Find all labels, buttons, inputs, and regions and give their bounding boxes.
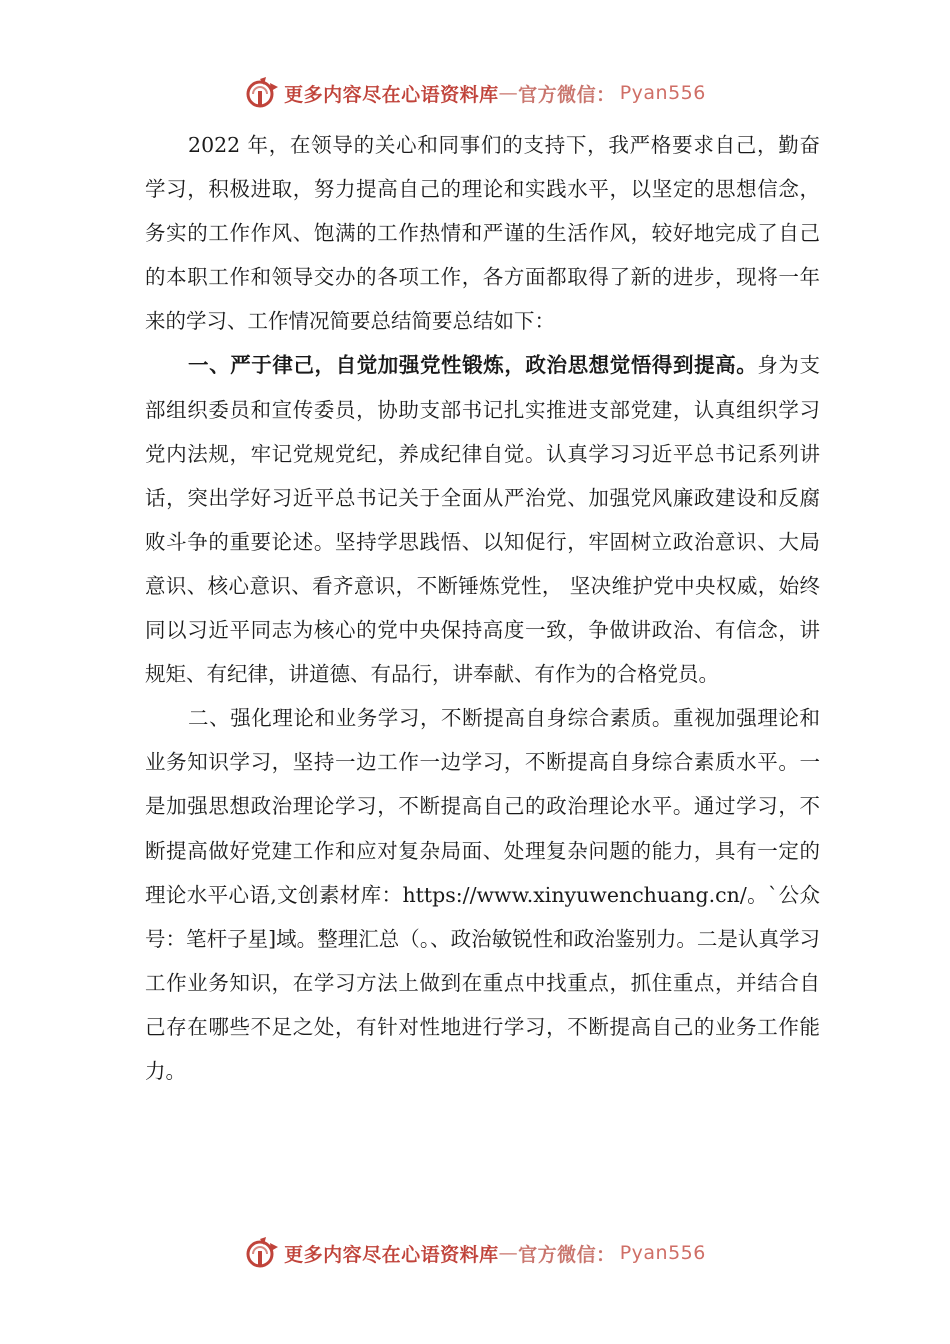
brand-logo-icon (244, 75, 280, 111)
watermark-wechat-id: Pyan556 (619, 1242, 706, 1264)
paragraph-text: 2022 年，在领导的关心和同事们的支持下，我严格要求自己，勤奋学习，积极进取，努力提高自己的理论和实践水平，以坚定的思想信念，务实的工作作风、饱满的工作热情和严谨的生活作风，较好地完成了自己的本职工作和领导交办的各项工作，各方面都取得了新的进步，现将一年来的学习、工作情况简要总结简要总结如下： (145, 133, 820, 334)
header-watermark (0, 73, 950, 113)
watermark-wechat-label: 官方微信： (518, 1243, 616, 1266)
paragraph-text: 身为支部组织委员和宣传委员，协助支部书记扎实推进支部党建，认真组织学习党内法规，牢记党规党纪，养成纪律自觉。认真学习习近平总书记系列讲话，突出学好习近平总书记关于全面从严治党、加强党风廉政建设和反腐败斗争的重要论述。坚持学思践悟、以知促行，牢固树立政治意识、大局意识、核心意识、看齐意识，不断锤炼党性， 坚决维护党中央权威，始终同以习近平同志为核心的党中央保持高度一致，争做讲政治、有信念，讲规矩、有纪律，讲道德、有品行，讲奉献、有作为的合格党员。 (145, 353, 821, 687)
paragraph-section-2 (145, 696, 820, 1093)
section-heading: 一、严于律己，自觉加强党性锻炼，政治思想觉悟得到提高。 (188, 353, 758, 378)
watermark-wechat-label: 官方微信： (518, 83, 616, 106)
paragraph-text: 二、强化理论和业务学习，不断提高自身综合素质。重视加强理论和业务知识学习，坚持一边工作一边学习，不断提高自身综合素质水平。一是加强思想政治理论学习，不断提高自己的政治理论水平。通过学习，不断提高做好党建工作和应对复杂局面、处理复杂问题的能力，具有一定的理论水平心语,文创素材库：https://www.xinyuwenchuang.cn/。`公众号：笔杆子星]域。整理汇总（。、政治敏锐性和政治鉴别力。二是认真学习工作业务知识，在学习方法上做到在重点中找重点，抓住重点，并结合自己存在哪些不足之处，有针对性地进行学习，不断提高自己的业务工作能力。 (145, 706, 820, 1083)
footer-watermark (0, 1233, 950, 1273)
watermark-separator: — (498, 82, 519, 104)
watermark-wechat-id: Pyan556 (619, 82, 706, 104)
watermark-brand: 更多内容尽在心语资料库 (284, 83, 499, 106)
paragraph-section-1 (145, 343, 820, 696)
watermark-separator: — (498, 1242, 519, 1264)
document-body (145, 123, 820, 1093)
watermark-brand: 更多内容尽在心语资料库 (284, 1243, 499, 1266)
brand-logo-icon (244, 1235, 280, 1271)
paragraph-intro (145, 123, 820, 343)
